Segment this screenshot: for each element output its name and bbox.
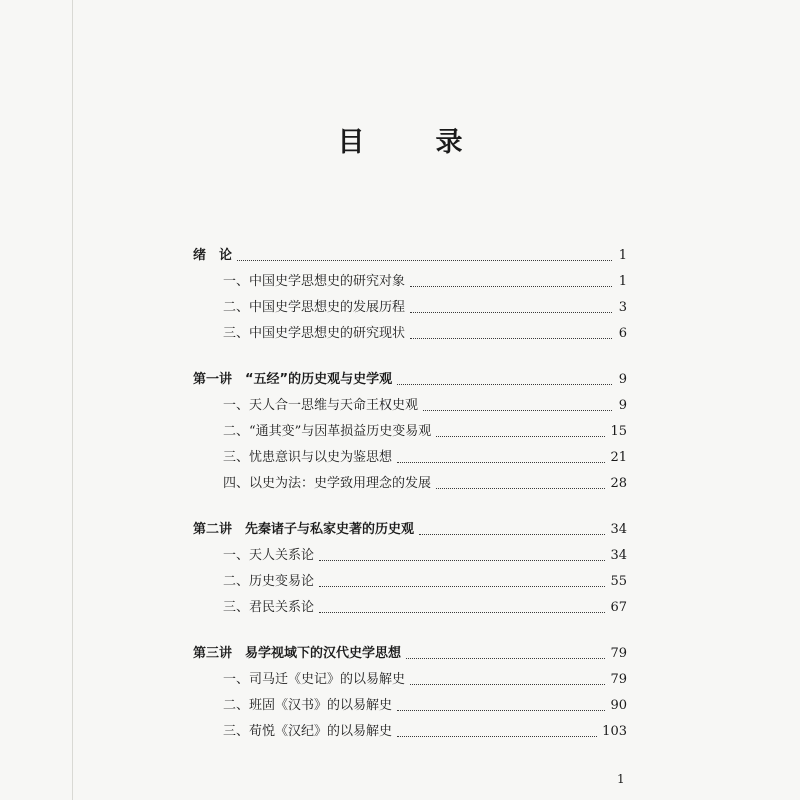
section-title: 二、历史变易论 — [223, 574, 315, 589]
toc-section-entry[interactable] — [193, 321, 627, 347]
dot-leader — [397, 384, 612, 385]
page-number: 79 — [610, 672, 627, 687]
section-title: 三、君民关系论 — [223, 600, 315, 615]
page-number: 15 — [610, 424, 627, 439]
section-title: 二、中国史学思想史的发展历程 — [223, 300, 406, 315]
page-number: 1 — [618, 274, 627, 289]
toc-group-lecture-1 — [193, 367, 627, 497]
toc-section-entry[interactable] — [193, 667, 627, 693]
chapter-title: 第三讲 易学视域下的汉代史学思想 — [193, 646, 402, 661]
chapter-title: 绪 论 — [193, 248, 233, 263]
dot-leader — [410, 684, 605, 685]
page-number: 55 — [610, 574, 627, 589]
page-number: 67 — [610, 600, 627, 615]
chapter-title: 第一讲 “五经”的历史观与史学观 — [193, 372, 393, 387]
page-number: 79 — [610, 646, 627, 661]
toc-group-intro — [193, 243, 627, 347]
section-title: 一、司马迁《史记》的以易解史 — [223, 672, 406, 687]
toc-chapter-entry[interactable] — [193, 243, 627, 269]
toc-section-entry[interactable] — [193, 693, 627, 719]
section-title: 二、班固《汉书》的以易解史 — [223, 698, 393, 713]
section-title: 三、忧患意识与以史为鉴思想 — [223, 450, 393, 465]
page-number: 34 — [610, 548, 627, 563]
page-number: 103 — [602, 724, 627, 739]
section-title: 一、天人关系论 — [223, 548, 315, 563]
section-title: 四、以史为法：史学致用理念的发展 — [223, 476, 432, 491]
section-title: 三、中国史学思想史的研究现状 — [223, 326, 406, 341]
dot-leader — [419, 534, 605, 535]
dot-leader — [410, 312, 612, 313]
page-number: 90 — [610, 698, 627, 713]
dot-leader — [406, 658, 605, 659]
page-title: 目 录 — [337, 127, 485, 158]
toc-section-entry[interactable] — [193, 595, 627, 621]
toc-section-entry[interactable] — [193, 471, 627, 497]
section-title: 二、“通其变”与因革损益历史变易观 — [223, 424, 432, 439]
section-title: 一、天人合一思维与天命王权史观 — [223, 398, 419, 413]
dot-leader — [319, 612, 605, 613]
page-number: 9 — [618, 398, 627, 413]
dot-leader — [397, 710, 605, 711]
page-folio-number: 1 — [617, 772, 625, 786]
dot-leader — [423, 410, 612, 411]
dot-leader — [436, 436, 605, 437]
page-number: 34 — [610, 522, 627, 537]
dot-leader — [319, 560, 605, 561]
table-of-contents — [193, 243, 627, 765]
dot-leader — [397, 462, 605, 463]
toc-chapter-entry[interactable] — [193, 641, 627, 667]
toc-section-entry[interactable] — [193, 419, 627, 445]
dot-leader — [436, 488, 605, 489]
toc-chapter-entry[interactable] — [193, 517, 627, 543]
dot-leader — [397, 736, 597, 737]
section-title: 三、荀悦《汉纪》的以易解史 — [223, 724, 393, 739]
toc-group-lecture-2 — [193, 517, 627, 621]
page-number: 28 — [610, 476, 627, 491]
dot-leader — [410, 338, 612, 339]
page-number: 9 — [618, 372, 627, 387]
toc-section-entry[interactable] — [193, 569, 627, 595]
toc-chapter-entry[interactable] — [193, 367, 627, 393]
page-number: 1 — [618, 248, 627, 263]
toc-section-entry[interactable] — [193, 295, 627, 321]
toc-section-entry[interactable] — [193, 445, 627, 471]
toc-section-entry[interactable] — [193, 543, 627, 569]
dot-leader — [237, 260, 612, 261]
page-number: 21 — [610, 450, 627, 465]
dot-leader — [410, 286, 612, 287]
toc-group-lecture-3 — [193, 641, 627, 745]
toc-section-entry[interactable] — [193, 719, 627, 745]
page-number: 3 — [618, 300, 627, 315]
toc-section-entry[interactable] — [193, 269, 627, 295]
chapter-title: 第二讲 先秦诸子与私家史著的历史观 — [193, 522, 415, 537]
dot-leader — [319, 586, 605, 587]
section-title: 一、中国史学思想史的研究对象 — [223, 274, 406, 289]
toc-section-entry[interactable] — [193, 393, 627, 419]
page-number: 6 — [618, 326, 627, 341]
